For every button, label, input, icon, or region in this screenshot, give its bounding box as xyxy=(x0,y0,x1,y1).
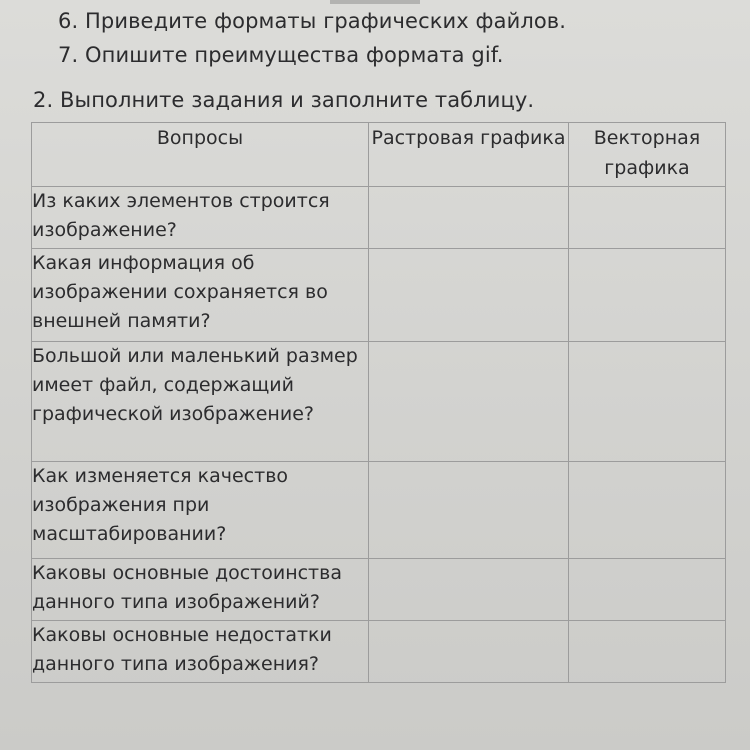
raster-answer-cell[interactable] xyxy=(369,559,569,621)
vector-answer-cell[interactable] xyxy=(569,621,726,683)
raster-answer-cell[interactable] xyxy=(369,342,569,462)
raster-answer-cell[interactable] xyxy=(369,462,569,559)
question-cell: Как изменяется качество изображения при масштабировании? xyxy=(32,462,369,559)
table-row xyxy=(32,621,726,683)
raster-answer-cell[interactable] xyxy=(369,621,569,683)
table-row xyxy=(32,249,726,342)
comparison-table xyxy=(31,122,726,683)
vector-answer-cell[interactable] xyxy=(569,249,726,342)
vector-answer-cell[interactable] xyxy=(569,462,726,559)
question-cell: Каковы основные недостатки данного типа изображения? xyxy=(32,621,369,683)
raster-answer-cell[interactable] xyxy=(369,249,569,342)
cut-top-text-fragment xyxy=(330,0,420,4)
question-6: 6. Приведите форматы графических файлов. xyxy=(58,9,567,33)
question-cell: Большой или маленький размер имеет файл, содержащий графической изображение? xyxy=(32,342,369,462)
task-2-title: 2. Выполните задания и заполните таблицу. xyxy=(33,88,535,112)
question-cell: Каковы основные достоинства данного типа изображений? xyxy=(32,559,369,621)
table-row xyxy=(32,559,726,621)
question-cell: Из каких элементов строится изображение? xyxy=(32,187,369,249)
header-raster: Растровая графика xyxy=(369,123,569,187)
vector-answer-cell[interactable] xyxy=(569,342,726,462)
header-questions: Вопросы xyxy=(32,123,369,187)
question-cell: Какая информация об изображении сохраняется во внешней памяти? xyxy=(32,249,369,342)
question-7: 7. Опишите преимущества формата gif. xyxy=(58,43,504,67)
table-row xyxy=(32,342,726,462)
raster-answer-cell[interactable] xyxy=(369,187,569,249)
table-header-row xyxy=(32,123,726,187)
header-vector: Векторная графика xyxy=(569,123,726,187)
vector-answer-cell[interactable] xyxy=(569,559,726,621)
table-row xyxy=(32,187,726,249)
table-row xyxy=(32,462,726,559)
vector-answer-cell[interactable] xyxy=(569,187,726,249)
